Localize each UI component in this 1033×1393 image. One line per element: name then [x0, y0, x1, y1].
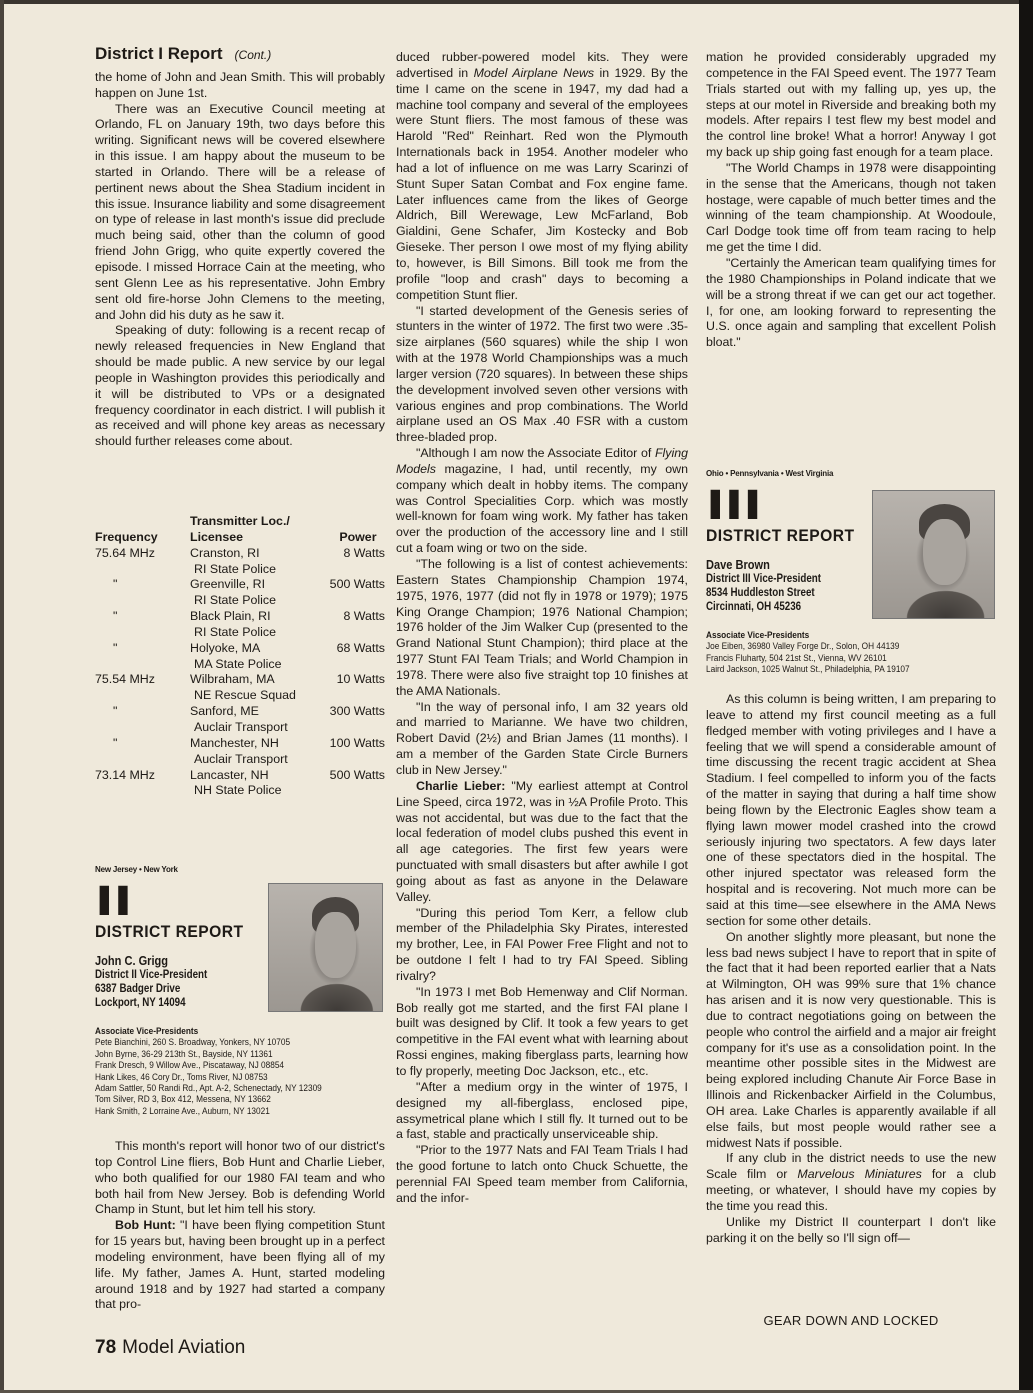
district3-associates — [706, 630, 910, 676]
location-cell: Manchester, NH — [190, 735, 279, 750]
column2-body — [396, 50, 688, 1207]
vp-name: Dave Brown — [706, 556, 770, 572]
paragraph — [706, 692, 996, 930]
district3-body — [706, 692, 996, 1247]
table-row-licensee — [95, 720, 385, 736]
empty-cell — [95, 625, 190, 641]
table-row-licensee — [95, 688, 385, 704]
speaker-lead-in: Charlie Lieber: — [416, 778, 506, 793]
district2-body — [95, 1139, 385, 1313]
power-cell: 68 Watts — [336, 640, 385, 655]
associate-vp-entry: John Byrne, 36-29 213th St., Bayside, NY 11361 — [95, 1048, 273, 1059]
location-cell: Cranston, RI — [190, 545, 260, 560]
associate-vp-entry: Joe Eiben, 36980 Valley Forge Dr., Solon, OH 44139 — [706, 641, 900, 652]
power-cell: 100 Watts — [329, 735, 385, 750]
paragraph — [396, 304, 688, 447]
associate-vp-entry: Hank Smith, 2 Lorraine Ave., Auburn, NY 13021 — [95, 1105, 270, 1116]
district3-states: Ohio • Pennsylvania • West Virginia — [706, 469, 834, 478]
table-row — [95, 672, 385, 688]
location-cell: Sanford, ME — [190, 704, 259, 719]
table-row — [95, 768, 385, 784]
location-cell: Holyoke, MA — [190, 640, 261, 655]
district2-numeral: II — [95, 878, 133, 925]
table-row — [95, 736, 385, 752]
frequency-cell: " — [113, 609, 118, 624]
paragraph-text: If any club in the district needs to use the new Scale film or — [706, 1151, 996, 1182]
district3-header — [706, 466, 871, 614]
licensee-cell: Auclair Transport — [194, 719, 288, 734]
vp-city: Circinnati, OH 45236 — [706, 600, 802, 613]
paragraph-text: "Certainly the American team qualifying times for the 1980 Championships in Poland indicate that we will be a strong threat if we can get our act together. I, for one, am looking forward to representing the U.S. once again and sampling that excellent Polish bloat." — [706, 255, 996, 350]
table-row-licensee — [95, 562, 385, 578]
associate-vp-entry: Pete Bianchini, 260 S. Broadway, Yonkers, NY 10705 — [95, 1037, 291, 1048]
power-cell: 300 Watts — [329, 704, 385, 719]
empty-cell — [95, 688, 190, 704]
paragraph-text: "Although I am now the Associate Editor of — [416, 446, 655, 461]
paragraph-text: "After a medium orgy in the winter of 1975, I designed my all-fiberglass, enclosed pipe, assymetrical plane which I still fly. It turned out to be a fast, stable and practically unserviceable ship. — [396, 1079, 688, 1142]
table-row-licensee — [95, 783, 385, 799]
paragraph — [95, 323, 385, 450]
paragraph — [95, 102, 385, 324]
associate-vp-entry: Adam Sattler, 50 Randi Rd., Apt. A-2, Schenectady, NY 12309 — [95, 1083, 322, 1094]
vp-street: 8534 Huddleston Street — [706, 586, 815, 599]
paragraph — [706, 50, 996, 161]
frequency-table — [95, 514, 385, 799]
district2-header — [95, 862, 265, 1010]
paragraph-text: "I have been flying competition Stunt for 15 years but, having been brought up in a perfect modeling environment, have been flying all of my life. My father, James A. Hunt, started modeling around 1918 and by 1927 had started a company that pro- — [95, 1218, 385, 1312]
district1-body — [95, 70, 385, 450]
licensee-cell: NE Rescue Squad — [194, 688, 296, 703]
frequency-cell: 73.14 MHz — [95, 767, 155, 782]
associate-vp-entry: Frank Dresch, 9 Willow Ave., Piscataway, NJ 08854 — [95, 1060, 285, 1071]
location-cell: Black Plain, RI — [190, 609, 271, 624]
district1-heading — [95, 46, 385, 64]
john-grigg-photo — [268, 883, 383, 1012]
assoc-list — [95, 1037, 322, 1117]
power-cell: 8 Watts — [343, 545, 385, 560]
publication-title: Marvelous Miniatures — [797, 1167, 922, 1182]
empty-cell — [309, 625, 385, 641]
assoc-heading: Associate Vice-Presidents — [95, 1026, 199, 1036]
paragraph-text: This month's report will honor two of our district's top Control Line fliers, Bob Hunt and Charlie Lieber, who both qualified for our 1980 FAI team and who both hail from New Jersey. Bob is defending World Champ in Stunt, but let him tell his story. — [95, 1139, 385, 1217]
assoc-heading: Associate Vice-Presidents — [706, 630, 810, 640]
vp-name: John C. Grigg — [95, 952, 169, 968]
table-row — [95, 609, 385, 625]
empty-cell — [95, 783, 190, 799]
paragraph-text: "My earliest attempt at Control Line Speed, circa 1972, was in ½A Profile Proto. This was not accidental, but was due to the fact that the local federation of model clubs pushed this event in all age categories. The first few years were punctuated with small disasters but after awhile I got going about as fast as anyone in the Delaware Valley. — [396, 778, 688, 904]
frequency-cell: " — [113, 735, 118, 750]
lieber-continued — [706, 50, 996, 351]
frequency-table-block — [95, 514, 385, 799]
paragraph — [95, 1139, 385, 1218]
publication-title: Flying Models — [396, 446, 688, 476]
licensee-cell: RI State Police — [194, 624, 276, 639]
col-header-power: Power — [339, 529, 377, 544]
paragraph-text: There was an Executive Council meeting at Orlando, FL on January 19th, two days before this writing. Significant news will be covered elsewhere in this issue. I am happy about the museum to be started in Orlando. There will be a release of pertinent news about the Shea Stadium incident in this issue. Insurance liability and some disagreement on type of release in last month's issue did preclude much being said, other than the column of good friend John Grigg, who quite expertly covered the episode. I missed Horrace Cain at the meeting, who sent Glenn Lee as his representative. John Embry sent old fire-horse John Clemens to the meeting, and John did his duty as he saw it. — [95, 101, 385, 322]
table-row-licensee — [95, 752, 385, 768]
vp-title: District II Vice-President — [95, 968, 208, 981]
vp-title: District III Vice-President — [706, 572, 822, 585]
associate-vp-entry: Laird Jackson, 1025 Walnut St., Philadelphia, PA 19107 — [706, 664, 910, 675]
paragraph-text: duced rubber-powered model kits. They were advertised in — [396, 50, 688, 80]
licensee-cell: Auclair Transport — [194, 751, 288, 766]
paragraph-text: "I started development of the Genesis series of stunters in the winter of 1972. The first two were .35-size airplanes (560 squares) while the ship I won with at the 1978 World Championships was a much larger version (720 squares). In between these ships the development involved seven other versions with various engines and prop combinations. The World airplane used an OS Max .40 FSR with a custom three-bladed prop. — [396, 303, 688, 445]
paragraph-text: As this column is being written, I am preparing to leave to attend my first council meeting as a full fledged member with voting privileges and I have a feeling that we will spend a considerable amount of time discussing the recent tragic accident at Shea Stadium. I feel compelled to inform you of the facts of the matter in saying that during a half time show being flown by the Electronic Eagles show team a flying lawn mower model crashed into the crowd seriously injuring two spectators. A few days later one of these spectators died in the hospital. The other injured spectator was released form the hospital and is recovering. Not much more can be said at this time—see elsewhere in the AMA News section for some other details. — [706, 692, 996, 928]
column3-body — [706, 50, 996, 351]
empty-cell — [309, 720, 385, 736]
table-row-licensee — [95, 657, 385, 673]
paragraph — [396, 779, 688, 906]
paragraph — [396, 50, 688, 304]
power-cell: 500 Watts — [329, 767, 385, 782]
paragraph-text: Unlike my District II counterpart I don't like parking it on the belly so I'll sign off— — [706, 1214, 996, 1245]
frequency-cell: " — [113, 577, 118, 592]
paragraph-text: "In 1973 I met Bob Hemenway and Clif Norman. Bob really got me started, and the first FAI plane I built was designed by Clif. It took a few years to get competitive in the FAI event what with learning about Rossi engines, making fiberglass parts, learning how to fly properly, meeting Doc Jackson, etc., etc. — [396, 984, 688, 1078]
power-cell: 8 Watts — [343, 609, 385, 624]
magazine-name: Model Aviation — [122, 1337, 246, 1358]
page-number: 78 — [95, 1337, 117, 1358]
table-row-licensee — [95, 625, 385, 641]
table-row-licensee — [95, 593, 385, 609]
paragraph — [706, 1151, 996, 1214]
paragraph — [706, 256, 996, 351]
power-cell: 500 Watts — [329, 577, 385, 592]
associate-vp-entry: Hank Likes, 46 Cory Dr., Toms River, NJ 08753 — [95, 1071, 268, 1082]
empty-cell — [95, 593, 190, 609]
paragraph-text: On another slightly more pleasant, but none the less bad news subject I have to report that in spite of the fact that it had been reported earlier that a Nats at Wilmington, OH was 99% sure that 1% chance has arisen and it is now very questionable. This is due to contract negotiations going on between the people who control the airfield and a major air freight company for it's use as a consolidation point. In the meantime other possible sites in the Midwest are being explored including Chanute Air Force Base in Illinois and Rickenbacker Airfield in the Columbus, OH area. Lake Charles is apparently available if all else fails, but most people would rather see a midwest Nats if possible. — [706, 929, 996, 1150]
empty-cell — [309, 562, 385, 578]
frequency-cell: " — [113, 640, 118, 655]
district3-vp-block — [706, 558, 846, 614]
paragraph-text: "Prior to the 1977 Nats and FAI Team Trials I had the good fortune to latch onto Chuck Schuette, the perennial FAI Speed team member from California, and the infor- — [396, 1143, 688, 1205]
associate-vp-entry: Tom Silver, RD 3, Box 412, Messena, NY 13662 — [95, 1094, 271, 1105]
paragraph — [396, 1080, 688, 1143]
scan-border-top — [0, 0, 1033, 4]
district2-states: New Jersey • New York — [95, 865, 178, 874]
col-header-frequency: Frequency — [95, 529, 158, 544]
dave-brown-photo — [872, 490, 995, 619]
continued-label: (Cont.) — [234, 48, 272, 62]
paragraph-text: "In the way of personal info, I am 32 years old and married to Marianne. We have two children, Robert David (2½) and Brian James (11 months). I am a member of the Garden State Circle Burners club in New Jersey." — [396, 699, 688, 777]
assoc-list — [706, 641, 910, 675]
district3-title: DISTRICT REPORT — [706, 525, 855, 545]
district3-numeral: III — [706, 482, 762, 529]
page-footer — [95, 1337, 245, 1359]
empty-cell — [95, 752, 190, 768]
paragraph — [706, 1215, 996, 1247]
location-cell: Lancaster, NH — [190, 767, 269, 782]
paragraph-text: for a club meeting, or whatever, I should have my copies by the time you read this. — [706, 1167, 996, 1213]
col-header-loc-top: Transmitter Loc./ — [190, 514, 290, 528]
empty-cell — [309, 688, 385, 704]
district2-paragraphs — [95, 1139, 385, 1313]
location-cell: Greenville, RI — [190, 577, 266, 592]
licensee-cell: NH State Police — [194, 783, 282, 798]
publication-title: Model Airplane News — [473, 65, 595, 80]
licensee-cell: RI State Police — [194, 561, 276, 576]
empty-cell — [309, 783, 385, 799]
paragraph-text: in 1929. By the time I came on the scene in 1947, my dad had a machine tool company and several of the employees were Stunt fliers. The most famous of these was Harold "Red" Reinhart. Red won the Plymouth Internationals back in 1954. Another modeler who had a lot of influence on me was Larry Scarinzi of Stunt Super Satan Combat and Fox engine fame. Later influences came from the likes of George Aldrich, Bill Werewage, Lew McFarland, Bob Gialdini, Gene Schafer, Jim Kostecky and Bob Gieseke. Ther person I owe most of my flying ability to, however, is Bill Simons. Bill took me from the profile "loop and crash" days to becoming a competition Stunt flier. — [396, 65, 688, 302]
vp-street: 6387 Badger Drive — [95, 982, 181, 995]
paragraph-text: mation he provided considerably upgraded my competence in the FAI Speed event. The 1977 Team Trials started out with my falling up, yes up, the steps at our motel in Riverside and breaking both my models. After repairs I test flew my best model and the control line broke! What a horror! Anyway I got my back up ship going fast enough for a team place. — [706, 50, 996, 160]
district3-paragraphs — [706, 692, 996, 1247]
paragraph — [706, 161, 996, 256]
paragraph — [396, 1143, 688, 1206]
associate-vp-entry: Francis Fluharty, 504 21st St., Vienna, WV 26101 — [706, 652, 887, 663]
paragraph — [95, 1218, 385, 1313]
frequency-cell: 75.54 MHz — [95, 672, 155, 687]
paragraph-text: the home of John and Jean Smith. This will probably happen on June 1st. — [95, 69, 385, 100]
district1-continued — [95, 46, 385, 450]
speaker-lead-in: Bob Hunt: — [115, 1218, 176, 1233]
paragraph — [396, 700, 688, 779]
paragraph-text: "During this period Tom Kerr, a fellow club member of the Philadelphia Sky Pirates, interested my brother, Lee, in FAI Power Free Flight and not to be outdone I felt I had to try FAI Speed. Sibling rivalry? — [396, 905, 688, 983]
paragraph — [95, 70, 385, 102]
scan-border-left — [0, 0, 4, 1393]
licensee-cell: MA State Police — [194, 656, 282, 671]
table-row — [95, 641, 385, 657]
paragraph — [396, 906, 688, 985]
scan-border-right — [1019, 0, 1033, 1393]
district2-vp-block — [95, 954, 240, 1010]
paragraph-text: "The World Champs in 1978 were disappointing in the sense that the Americans, though not taken hostage, were capable of much better times and the winning of the team championship. At Woodoule, Carl Dodge took time off from team racing to help me get the time I did. — [706, 160, 996, 255]
paragraph — [396, 557, 688, 700]
empty-cell — [309, 593, 385, 609]
district2-associates — [95, 1026, 322, 1117]
empty-cell — [95, 657, 190, 673]
frequency-table-body — [95, 546, 385, 800]
empty-cell — [95, 720, 190, 736]
location-cell: Wilbraham, MA — [190, 672, 275, 687]
empty-cell — [95, 562, 190, 578]
paragraph — [706, 930, 996, 1152]
paragraph-text: Speaking of duty: following is a recent recap of newly released frequencies in New England that should be made public. A new service by our legal people in Washington provides this periodically and it will be distributed to VPs or a designated frequency coordinator in each district. I will publish it as received and will phone key areas as necessary should further releases come about. — [95, 323, 385, 449]
frequency-cell: 75.64 MHz — [95, 545, 155, 560]
paragraph-text: "The following is a list of contest achievements: Eastern States Championship Champion 1974, 1975, 1976, 1977 (did not fly in 1978 or 1979); 1975 King Orange Champion; 1976 National Champion; 1976 holder of the Jim Walker Cup (presented to the Grand National Stunt Champion); third place at the 1977 Stunt FAI Team Trials; and World Champion in 1978. There were also five straight top 10 finishes at the AMA Nationals. — [396, 557, 688, 698]
frequency-cell: " — [113, 704, 118, 719]
district1-title: District I Report — [95, 44, 223, 63]
paragraph-text: magazine, I had, until recently, my own company which dealt in hobby items. The company was Control Specialities Corp. which was mostly well-known for foam wing work. My father has taken over the production of the accessory line and I still cut a foam wing or two on the side. — [396, 461, 688, 556]
paragraph — [396, 446, 688, 557]
paragraph — [396, 985, 688, 1080]
table-row — [95, 704, 385, 720]
bob-hunt-continued — [396, 50, 688, 1207]
signoff: GEAR DOWN AND LOCKED — [763, 1313, 939, 1328]
empty-cell — [309, 752, 385, 768]
table-row — [95, 577, 385, 593]
empty-cell — [309, 657, 385, 673]
power-cell: 10 Watts — [336, 672, 385, 687]
licensee-cell: RI State Police — [194, 593, 276, 608]
vp-city: Lockport, NY 14094 — [95, 996, 186, 1009]
col-header-licensee: Licensee — [190, 529, 244, 544]
table-row — [95, 546, 385, 562]
district2-title: DISTRICT REPORT — [95, 921, 244, 941]
